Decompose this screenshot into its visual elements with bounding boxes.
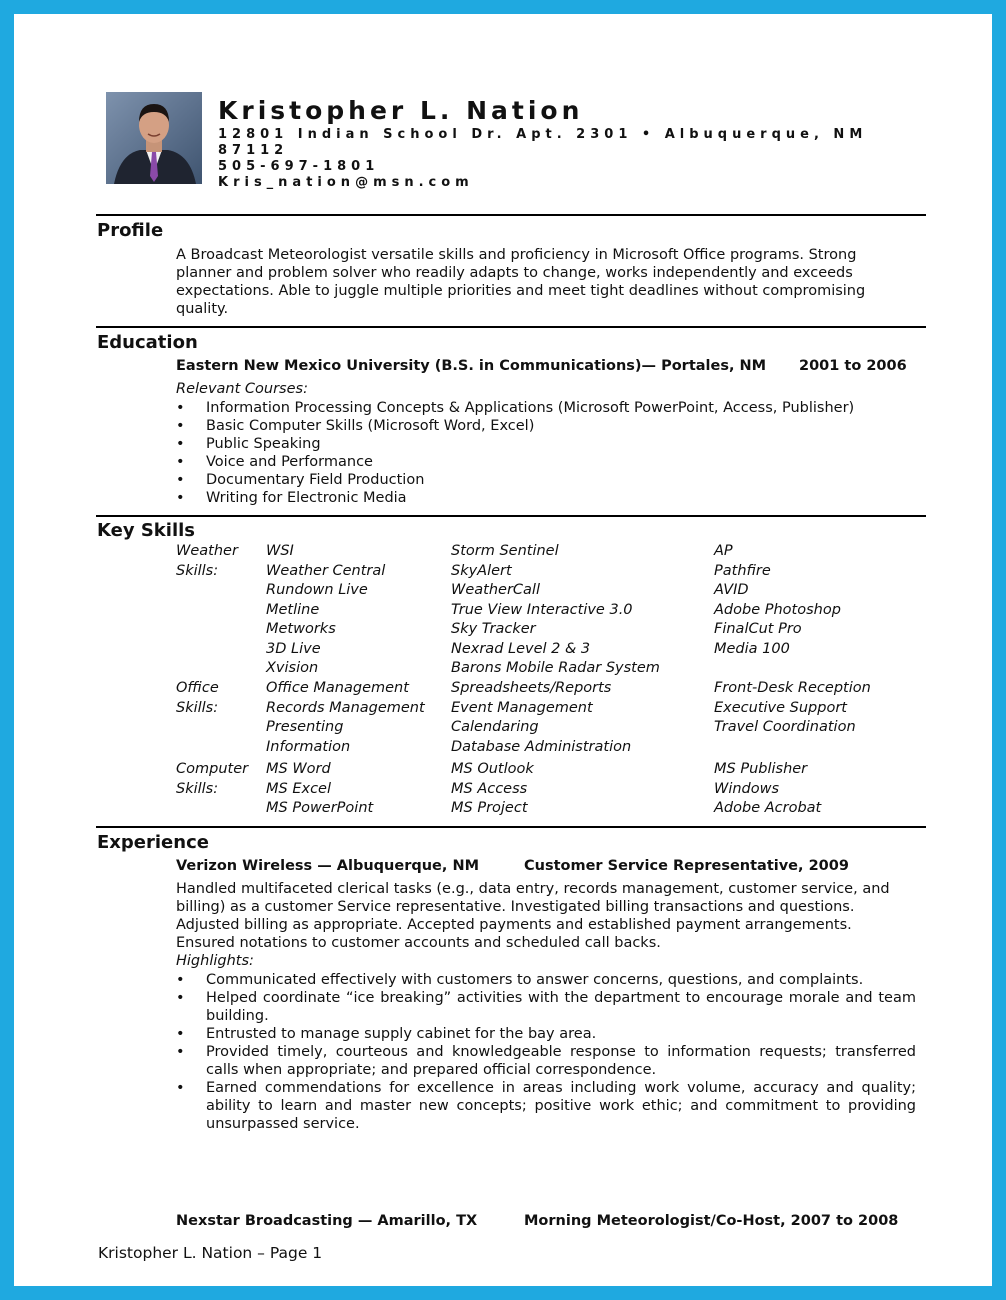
candidate-name: Kristopher L. Nation [218, 96, 584, 125]
skill-column [266, 542, 385, 679]
bullet-icon: • [176, 990, 185, 1006]
profile-line: planner and problem solver who readily adapts to change, works independently and exceeds [176, 265, 853, 281]
skill-item: MS Outlook [451, 761, 534, 777]
skill-item: AVID [714, 582, 749, 598]
skill-group-label: Weather Skills: [176, 543, 238, 579]
skill-column [714, 679, 871, 738]
education-heading: Education [97, 332, 198, 353]
skill-item: AP [714, 543, 733, 559]
section-divider [96, 214, 926, 216]
job-summary [176, 880, 890, 952]
skill-item: Front-Desk Reception [714, 680, 871, 696]
skill-column [266, 679, 425, 757]
list-item: • Documentary Field Production [176, 472, 425, 488]
list-item: • Public Speaking [176, 436, 321, 452]
job-company: Verizon Wireless — Albuquerque, NM [176, 858, 480, 874]
bullet-icon: • [176, 1044, 185, 1060]
skill-item: Adobe Acrobat [714, 800, 822, 816]
skill-item: Calendaring [451, 719, 539, 735]
experience-heading: Experience [97, 832, 209, 853]
skill-item: MS Access [451, 780, 528, 797]
skill-item: Media 100 [714, 640, 790, 657]
profile-photo [106, 92, 202, 184]
profile-heading: Profile [97, 220, 164, 241]
bullet-icon: • [176, 454, 185, 470]
list-item: • Provided timely, courteous and knowledgeable response to information requests; transferred calls when appropriate; and prepared official correspondence. [176, 1044, 916, 1078]
skill-item: FinalCut Pro [714, 621, 802, 637]
skill-item: Barons Mobile Radar System [451, 660, 660, 676]
highlights-label: Highlights: [176, 953, 254, 969]
skill-item: MS PowerPoint [266, 800, 374, 816]
skill-item: WeatherCall [451, 582, 540, 598]
skill-item: Office Management [266, 680, 409, 696]
skill-item: Records Management [266, 699, 425, 716]
summary-line: Ensured notations to customer accounts and scheduled call backs. [176, 935, 661, 951]
section-divider [96, 826, 926, 828]
summary-line: billing) as a customer Service representative. Investigated billing transactions and questions. [176, 899, 855, 915]
skill-item: MS Word [266, 761, 331, 777]
skill-column [714, 760, 821, 819]
skill-column [451, 542, 660, 679]
bullet-icon: • [176, 400, 185, 416]
skill-item: Metworks [266, 621, 336, 637]
skill-column [451, 679, 631, 757]
highlights-list [176, 971, 916, 1133]
list-item: • Helped coordinate “ice breaking” activities with the department to encourage morale and team building. [176, 990, 916, 1024]
email-address: Kris_nation@msn.com [218, 175, 474, 190]
skill-item: Adobe Photoshop [714, 601, 841, 618]
skill-item: MS Publisher [714, 761, 808, 777]
job-title: Morning Meteorologist/Co-Host, 2007 to 2008 [524, 1213, 899, 1229]
skill-item: Storm Sentinel [451, 543, 559, 559]
job-company: Nexstar Broadcasting — Amarillo, TX [176, 1213, 478, 1229]
skills-heading: Key Skills [97, 520, 195, 541]
skill-item: Information [266, 738, 351, 755]
resume-page [14, 14, 992, 1286]
courses-list [176, 399, 854, 507]
skill-column [451, 760, 534, 819]
bullet-icon: • [176, 472, 185, 488]
list-item: • Voice and Performance [176, 454, 373, 470]
skill-item: MS Excel [266, 780, 331, 797]
skill-column [714, 542, 841, 659]
skill-item: Weather Central [266, 562, 386, 579]
profile-text [176, 246, 865, 318]
page-footer: Kristopher L. Nation – Page 1 [98, 1244, 323, 1262]
skill-item: Xvision [266, 660, 319, 676]
bullet-icon: • [176, 1080, 185, 1096]
bullet-icon: • [176, 1026, 185, 1042]
skill-group-label: Computer Skills: [176, 761, 249, 797]
list-item: • Earned commendations for excellence in areas including work volume, accuracy and quality; ability to learn and master new concepts; positive work ethic; and commitment to providing unsurpassed service. [176, 1080, 916, 1132]
address-line-2: 87112 [218, 143, 289, 158]
portrait-image [106, 92, 202, 184]
education-years: 2001 to 2006 [799, 358, 907, 374]
skill-item: Nexrad Level 2 & 3 [451, 640, 591, 657]
section-divider [96, 515, 926, 517]
skill-item: Presenting [266, 719, 344, 735]
skill-item: Spreadsheets/Reports [451, 680, 612, 696]
bullet-icon: • [176, 418, 185, 434]
skill-item: Metline [266, 601, 320, 618]
list-item: • Entrusted to manage supply cabinet for the bay area. [176, 1026, 597, 1042]
skill-item: Event Management [451, 699, 593, 716]
list-item: • Information Processing Concepts & Applications (Microsoft PowerPoint, Access, Publisher) [176, 400, 855, 416]
skill-item: Pathfire [714, 562, 771, 579]
bullet-icon: • [176, 490, 185, 506]
profile-line: A Broadcast Meteorologist versatile skills and proficiency in Microsoft Office programs. Strong [176, 247, 857, 263]
section-divider [96, 326, 926, 328]
school-name: Eastern New Mexico University (B.S. in Communications)— Portales, NM [176, 358, 767, 374]
address-line-1: 12801 Indian School Dr. Apt. 2301 • Albuquerque, NM [218, 127, 868, 142]
skill-item: Sky Tracker [451, 621, 536, 637]
skill-group-label: Office Skills: [176, 680, 219, 716]
courses-label: Relevant Courses: [176, 381, 308, 397]
bullet-icon: • [176, 972, 185, 988]
summary-line: Handled multifaceted clerical tasks (e.g., data entry, records management, customer service, and [176, 881, 890, 897]
skill-column [266, 760, 373, 819]
skill-item: Windows [714, 780, 780, 797]
list-item: • Writing for Electronic Media [176, 490, 407, 506]
skill-item: Rundown Live [266, 582, 368, 598]
profile-line: expectations. Able to juggle multiple priorities and meet tight deadlines without compromising [176, 283, 866, 299]
skill-item: Database Administration [451, 738, 632, 755]
skill-item: WSI [266, 543, 294, 559]
skill-item: Travel Coordination [714, 719, 856, 735]
list-item: • Communicated effectively with customers to answer concerns, questions, and complaints. [176, 972, 864, 988]
skill-item: 3D Live [266, 640, 321, 657]
skill-item: True View Interactive 3.0 [451, 601, 633, 618]
list-item: • Basic Computer Skills (Microsoft Word, Excel) [176, 418, 535, 434]
skill-item: MS Project [451, 800, 528, 816]
job-title: Customer Service Representative, 2009 [524, 858, 849, 874]
skill-item: SkyAlert [451, 562, 512, 579]
skill-item: Executive Support [714, 699, 847, 716]
phone-number: 505-697-1801 [218, 159, 380, 174]
bullet-icon: • [176, 436, 185, 452]
profile-line: quality. [176, 301, 229, 317]
summary-line: Adjusted billing as appropriate. Accepted payments and established payment arrangements. [176, 917, 852, 933]
